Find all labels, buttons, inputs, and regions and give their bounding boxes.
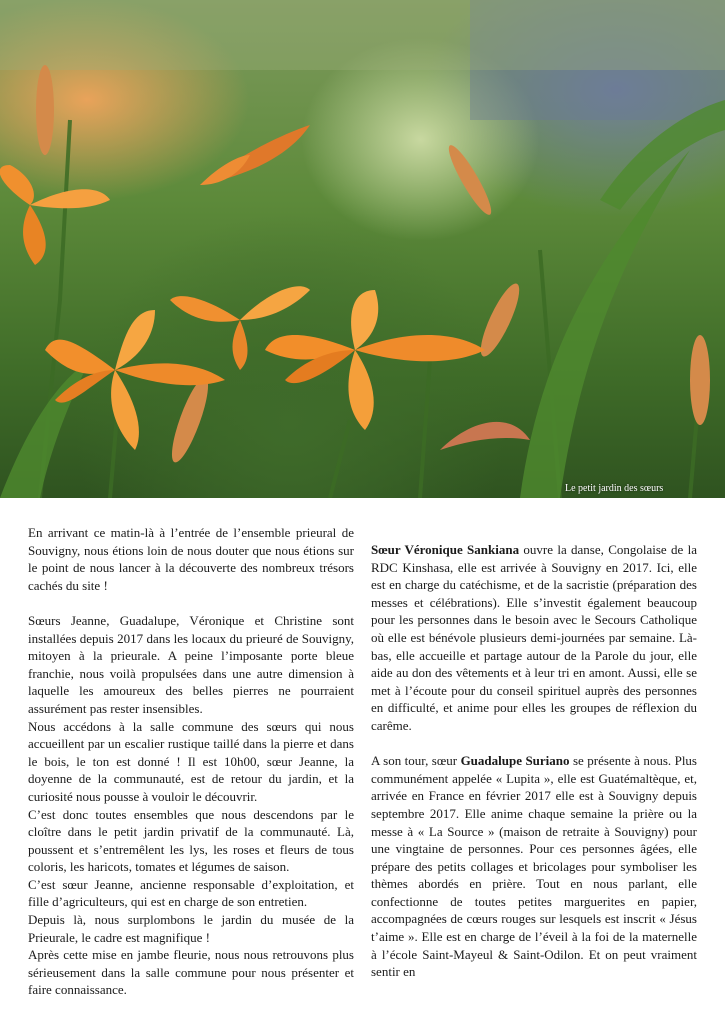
person-name: Guadalupe Suriano: [460, 753, 570, 769]
garden-photo: [0, 0, 725, 498]
paragraph: Après cette mise en jambe fleurie, nous nous retrouvons plus sérieusement dans la salle commune pour nous présenter et faire connaissance.: [28, 947, 354, 998]
paragraph: Nous accédons à la salle commune des sœurs qui nous accueillent par un escalier rustique taillé dans la pierre et dans le bois, le ton est donné ! Il est 10h00, sœur Jeanne, la doyenne de la communauté, est de retour du jardin, et la curiosité nous pousse à vouloir le découvrir.: [28, 718, 354, 804]
paragraph: C’est sœur Jeanne, ancienne responsable d’exploitation, et fille d’agriculteurs, qui est en charge de son entretien.: [28, 876, 354, 910]
paragraph: Sœurs Jeanne, Guadalupe, Véronique et Christine sont installées depuis 2017 dans les locaux du prieuré de Souvigny, mitoyen à la prieurale. A peine l’imposante porte bleue franchie, nous voilà propulsées dans une autre dimension à laquelle les amoureux des belles pierres ne pourraient assurément pas rester insensibles.: [28, 612, 354, 716]
right-column: [371, 541, 697, 981]
photo-caption: Le petit jardin des sœurs: [565, 483, 664, 494]
paragraph-text: se présente à nous. Plus communément appelée « Lupita », elle est Guatémaltèque, et, arrivée en France en février 2017 elle est à Souvigny depuis septembre 2017. Elle anime chaque semaine la prière ou la messe à « La Source » (maison de retraite à Souvigny) pour une vingtaine de personnes. Pour ces personnes âgées, elle prépare des petits collages et bricolages pour symboliser les thèmes abordés en prière. Tout en nous parlant, elle confectionne de toutes petites marguerites en papier, accompagnées de cœurs rouges sur lesquels est inscrit « Jésus t’aime ». Elle est en charge de l’éveil à la foi de la maternelle à l’école Saint-Mayeul & Saint-Odilon. Et on peut vraiment sentir en: [371, 753, 697, 980]
person-name: Sœur Véronique Sankiana: [371, 542, 520, 557]
paragraph: Depuis là, nous surplombons le jardin du musée de la Prieurale, le cadre est magnifique !: [28, 912, 354, 945]
left-column: [28, 524, 354, 999]
paragraph: En arrivant ce matin-là à l’entrée de l’ensemble prieural de Souvigny, nous étions loin de nous douter que nous étions sur le point de nous lancer à la découverte des nombreux trésors cachés du site !: [28, 525, 354, 593]
paragraph: [371, 541, 697, 735]
paragraph-text: A son tour, sœur: [371, 753, 461, 769]
paragraph: C’est donc toutes ensembles que nous descendons par le cloître dans le petit jardin privatif de la communauté. Là, poussent et s’entremêlent les lys, les roses et fleurs de tous coloris, les haricots, tomates et légumes de saison.: [28, 806, 354, 875]
paragraph: [371, 752, 697, 981]
lily-flowers-illustration: [0, 0, 725, 498]
paragraph-text: ouvre la danse, Congolaise de la RDC Kinshasa, elle est arrivée à Souvigny en 2017. Ici, elle est en charge du catéchisme, et de la sacristie (préparation des messes et célébrations). Elle s’investit également beaucoup pour les personnes dans le besoin avec le Secours Catholique où elle est bénévole plusieurs demi-journées par semaine. Là-bas, elle accueille et partage autour de la Parole du jour, elle aide au don des vêtements et à leur tri en amont. Aussi, elle se met à l’écoute pour du conseil spirituel auprès des personnes en difficulté, et anime pour elles les groupes de réflexion du carême.: [371, 542, 697, 733]
